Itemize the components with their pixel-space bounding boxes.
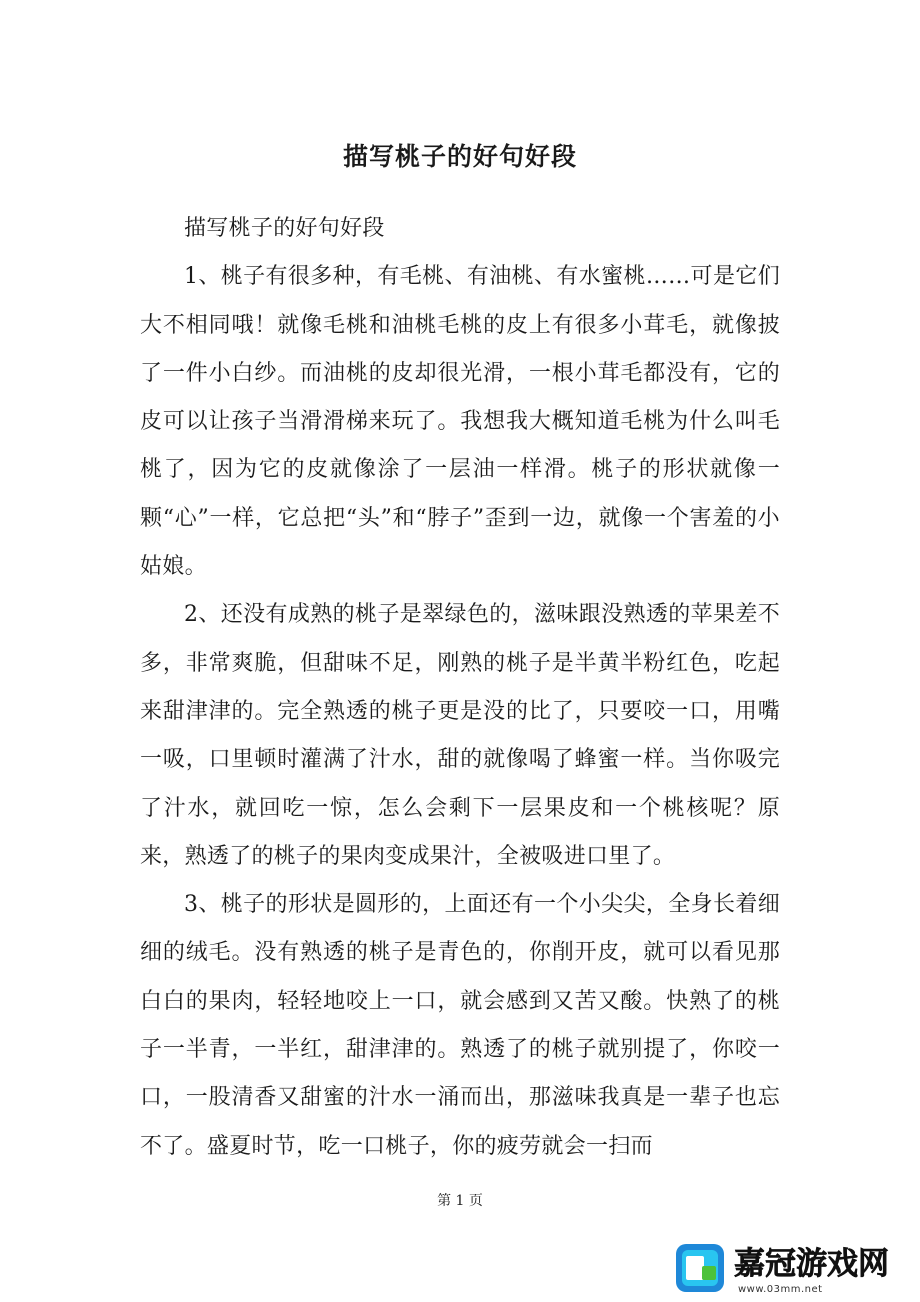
- paragraph-2: 2、还没有成熟的桃子是翠绿色的，滋味跟没熟透的苹果差不多，非常爽脆，但甜味不足，刚熟的桃子是半黄半粉红色，吃起来甜津津的。完全熟透的桃子更是没的比了，只要咬一口，用嘴一吸，口里顿时灌满了汁水，甜的就像喝了蜂蜜一样。当你吸完了汁水，就回吃一惊，怎么会剩下一层果皮和一个桃核呢？原来，熟透了的桃子的果肉变成果汁，全被吸进口里了。: [140, 602, 780, 869]
- document-title: 描写桃子的好句好段: [342, 142, 577, 171]
- page-number: 第 1 页: [437, 1193, 483, 1209]
- paragraph-subtitle: 描写桃子的好句好段: [184, 216, 385, 241]
- watermark: [674, 1240, 914, 1298]
- paragraph-3: 3、桃子的形状是圆形的，上面还有一个小尖尖，全身长着细细的绒毛。没有熟透的桃子是青色的，你削开皮，就可以看见那白白的果肉，轻轻地咬上一口，就会感到又苦又酸。快熟了的桃子一半青，一半红，甜津津的。熟透了的桃子就别提了，你咬一口，一股清香又甜蜜的汁水一涌而出，那滋味我真是一辈子也忘不了。盛夏时节，吃一口桃子，你的疲劳就会一扫而: [140, 892, 780, 1159]
- game-site-logo-icon: [674, 1242, 726, 1294]
- watermark-url: www.03mm.net: [738, 1284, 823, 1295]
- document-body: [140, 205, 780, 1171]
- watermark-site-name: 嘉冠游戏网: [734, 1246, 889, 1282]
- paragraph-1: 1、桃子有很多种，有毛桃、有油桃、有水蜜桃……可是它们大不相同哦！就像毛桃和油桃毛桃的皮上有很多小茸毛，就像披了一件小白纱。而油桃的皮却很光滑，一根小茸毛都没有，它的皮可以让孩子当滑滑梯来玩了。我想我大概知道毛桃为什么叫毛桃了，因为它的皮就像涂了一层油一样滑。桃子的形状就像一颗“心”一样，它总把“头”和“脖子”歪到一边，就像一个害羞的小姑娘。: [140, 264, 780, 580]
